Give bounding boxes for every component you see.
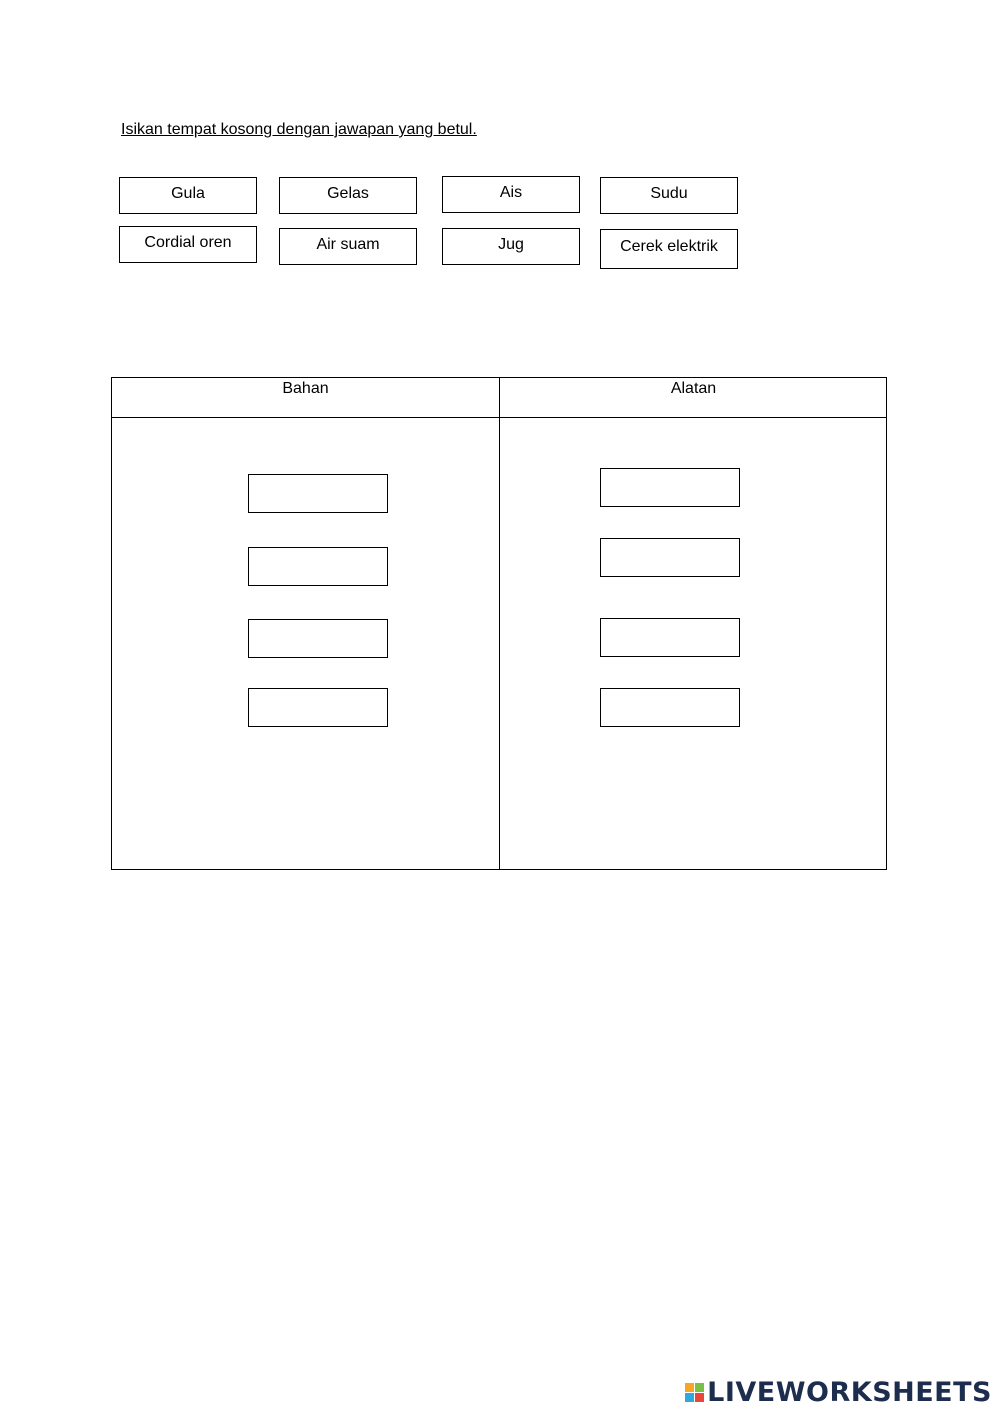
- logo-mark-icon: [685, 1383, 704, 1402]
- drop-slot-alatan-3[interactable]: [600, 618, 740, 657]
- column-header-bahan: Bahan: [282, 380, 329, 397]
- logo-square: [695, 1383, 704, 1392]
- instruction-text: Isikan tempat kosong dengan jawapan yang betul.: [121, 121, 477, 138]
- word-card-sudu[interactable]: [600, 177, 738, 214]
- drop-slot-bahan-3[interactable]: [248, 619, 388, 658]
- word-card-air-suam[interactable]: [279, 228, 417, 265]
- header-divider: [112, 417, 886, 418]
- word-card-cerek-elektrik[interactable]: [600, 229, 738, 269]
- logo-text: LIVEWORKSHEETS: [707, 1377, 992, 1408]
- word-label: Gula: [171, 184, 205, 202]
- logo-square: [685, 1383, 694, 1392]
- word-card-gula[interactable]: [119, 177, 257, 214]
- word-label: Gelas: [327, 184, 369, 202]
- word-label: Cerek elektrik: [620, 238, 718, 255]
- column-divider: [499, 378, 500, 869]
- column-header-alatan: Alatan: [670, 380, 717, 397]
- drop-slot-alatan-1[interactable]: [600, 468, 740, 507]
- word-card-cordial-oren[interactable]: [119, 226, 257, 263]
- word-card-gelas[interactable]: [279, 177, 417, 214]
- word-label: Ais: [499, 183, 523, 201]
- word-card-jug[interactable]: [442, 228, 580, 265]
- word-label: Cordial oren: [144, 233, 232, 251]
- drop-slot-alatan-4[interactable]: [600, 688, 740, 727]
- classification-table: [111, 377, 887, 870]
- drop-slot-bahan-4[interactable]: [248, 688, 388, 727]
- word-label: Jug: [498, 235, 524, 253]
- drop-slot-alatan-2[interactable]: [600, 538, 740, 577]
- word-card-ais[interactable]: [442, 176, 580, 213]
- logo-square: [695, 1393, 704, 1402]
- liveworksheets-logo: [685, 1377, 992, 1408]
- logo-square: [685, 1393, 694, 1402]
- word-label: Sudu: [650, 184, 688, 202]
- drop-slot-bahan-2[interactable]: [248, 547, 388, 586]
- drop-slot-bahan-1[interactable]: [248, 474, 388, 513]
- word-label: Air suam: [316, 235, 380, 253]
